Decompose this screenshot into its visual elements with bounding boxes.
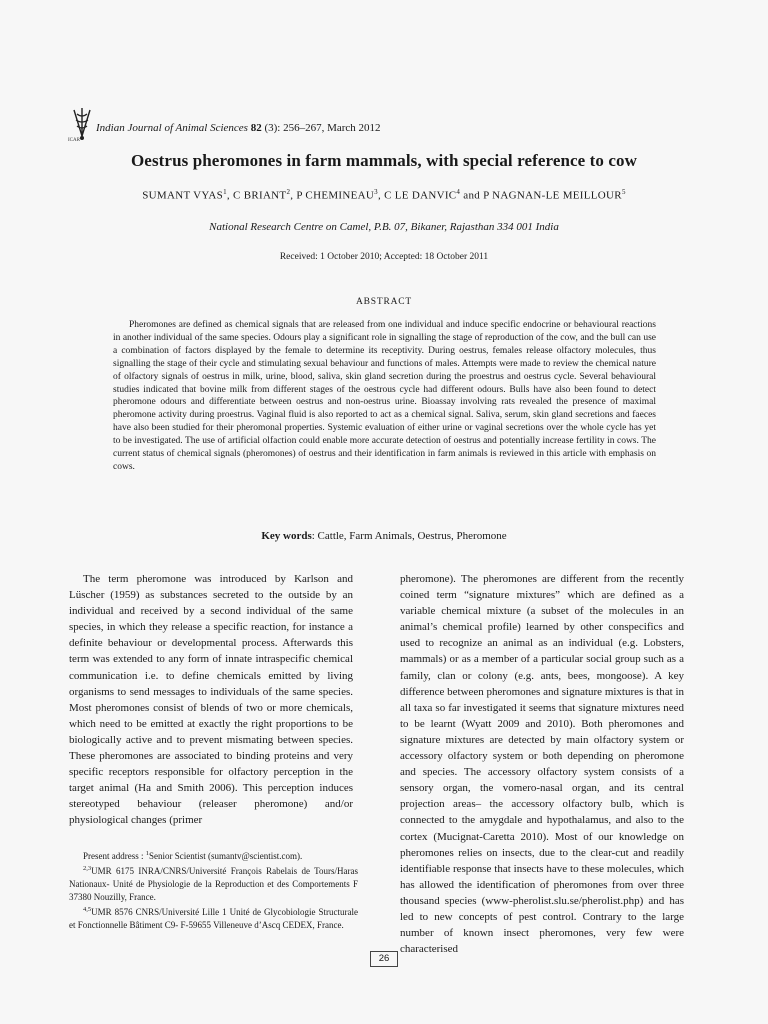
footnote-1 bbox=[69, 848, 358, 863]
author-4-affil: 4 bbox=[456, 188, 461, 196]
journal-citation bbox=[96, 122, 381, 134]
journal-volume: 82 bbox=[250, 122, 262, 134]
author-sep: , bbox=[226, 189, 234, 202]
footnotes bbox=[69, 848, 358, 931]
present-address-label: Present address : bbox=[83, 851, 146, 861]
received-accepted-dates: Received: 1 October 2010; Accepted: 18 October 2011 bbox=[279, 252, 489, 262]
affiliation: National Research Centre on Camel, P.B. 07, Bikaner, Rajasthan 334 001 India bbox=[209, 221, 559, 233]
page-number: 26 bbox=[370, 951, 398, 967]
author-3: P CHEMINEAU bbox=[296, 189, 375, 202]
article-title: Oestrus pheromones in farm mammals, with special reference to cow bbox=[130, 151, 638, 170]
author-2-affil: 2 bbox=[286, 188, 291, 196]
body-right-column: pheromone). The pheromones are different from the recently coined term “signature mixtures” which are defined as a variable chemical mixture (a subset of the molecules in an animal’s chemical profile) learned by other conspecifics and used to recognize an animal as an individual (e.g. Lobsters, mammals) or as a member of a particular social group such as a family, clan or colony (e.g. ants, bees, mongoose). A key difference between pheromones and signature mixtures is that in all taxa so far investigated it seems that signature mixtures need to be learnt (Wyatt 2009 and 2010). Both pheromones and signature mixtures are detected by main olfactory system or accessory olfactory system or both depending on pheromone and species. The accessory olfactory system consists of a sensory organ, the vomero-nasal organ, and its central projection areas– the accessory olfactory bulb, which is connected to the amygdale and hypothalamus, and also to the cortex (Mucignat-Caretta 2010). Most of our knowledge on pheromones relies on insects, due to the clear-cut and readily identifiable response that insects have to these molecules, which has allowed the identification of pheromones from over three thousand species (www-pherolist.slu.se/pherolist.php) and has led to new concepts of pest control. Contrary to the large number of known insect pheromones, very few were characterised bbox=[400, 573, 684, 956]
body-left-column: The term pheromone was introduced by Karlson and Lüscher (1959) as substances secreted to the outside by an individual and received by a second individual of the same species, in which they release a specific reaction, for instance a definite behaviour or developmental process. Afterwards this term was extended to any form of innate intraspecific chemical communication i.e. to define chemicals emitted by living organisms to send messages to individuals of the same species. Most pheromones consist of blends of two or more chemicals, which need to be emitted at exactly the right proportions to be biologically active and to prevent mismating between species. These pheromones are associated to binding proteins and very specific receptors responsible for olfactory perception in the target animal (Ha and Smith 2006). This perception induces stereotyped behaviour (releaser pheromone) and/or physiological changes (primer bbox=[69, 573, 353, 827]
author-sep: , bbox=[290, 189, 297, 202]
author-list bbox=[0, 188, 768, 202]
journal-name: Indian Journal of Animal Sciences bbox=[96, 122, 248, 134]
logo-caption: ICAR bbox=[68, 138, 80, 143]
author-5-affil: 5 bbox=[621, 188, 626, 196]
keywords bbox=[0, 530, 768, 542]
abstract-text: Pheromones are defined as chemical signals that are released from one individual and induce specific endocrine or behavioural reactions in another individual of the same species. Odours play a significant role in signalling the stage of reproduction of the cow, and the bull can use a combination of factors displayed by the female to determine its receptivity. During oestrus, females release olfactory molecules, thus signalling the stage of their cycle and stimulating sexual behaviour and functions of males. Attempts were made to review the chemical nature of olfactory signals of oestrus in milk, urine, blood, saliva, skin gland secretion during the proestrus and oestrus cycle. Several behavioural studies indicated that bovine milk from different stages of the oestrous cycle had different odours. Bulls have also been found to detect pheromone odours and differentiate between oestrus and non-oestrus urine. Bioassay involving rats revealed the presence of maximal pheromone activity during proestrus. Vaginal fluid is also reported to act as a chemical signal. Saliva, serum, skin gland secretions and faeces have also been studied for their pheromonal properties. Systemic evaluation of either urine or vaginal secretions over the whole cycle has yet to be investigated. The use of artificial olfaction could enable more accurate detection of oestrus and potentially increase fertility in cows. The current status of chemical signals (pheromones) of oestrus and their identification in farm animals is reviewed in this article with emphasis on cows. bbox=[113, 320, 656, 472]
keywords-label: Key words bbox=[261, 530, 312, 542]
footnote-2-3-text: UMR 6175 INRA/CNRS/Université François Rabelais de Tours/Haras Nationaux- Unité de Physiologie de la Reproduction et des Comportements F 37380 Nouzilly, France. bbox=[69, 865, 358, 902]
author-4: C LE DANVIC bbox=[384, 189, 457, 202]
footnote-1-text: Senior Scientist (sumantv@scientist.com). bbox=[149, 851, 303, 861]
footnote-4-5 bbox=[69, 904, 358, 932]
author-5: P NAGNAN-LE MEILLOUR bbox=[483, 189, 622, 202]
footnote-1-mark: 1 bbox=[145, 850, 149, 857]
author-sep: , bbox=[377, 189, 385, 202]
footnote-4-5-mark: 4,5 bbox=[83, 905, 92, 913]
journal-issue-pages: (3): 256–267, March 2012 bbox=[264, 122, 381, 134]
author-2: C BRIANT bbox=[233, 189, 287, 202]
author-3-affil: 3 bbox=[374, 188, 378, 196]
footnote-4-5-text: UMR 8576 CNRS/Université Lille 1 Unité de Glycobiologie Structurale et Fonctionnelle Bâtiment C9- F-59655 Villeneuve d’Ascq CEDEX, France. bbox=[69, 906, 358, 930]
footnote-2-3 bbox=[69, 863, 358, 904]
author-1-affil: 1 bbox=[223, 188, 227, 196]
author-1: SUMANT VYAS bbox=[142, 189, 224, 202]
footnote-2-3-mark: 2,3 bbox=[83, 864, 92, 872]
keywords-list: : Cattle, Farm Animals, Oestrus, Pheromone bbox=[311, 530, 507, 542]
author-sep: and bbox=[460, 189, 484, 202]
abstract-heading: ABSTRACT bbox=[355, 297, 413, 307]
